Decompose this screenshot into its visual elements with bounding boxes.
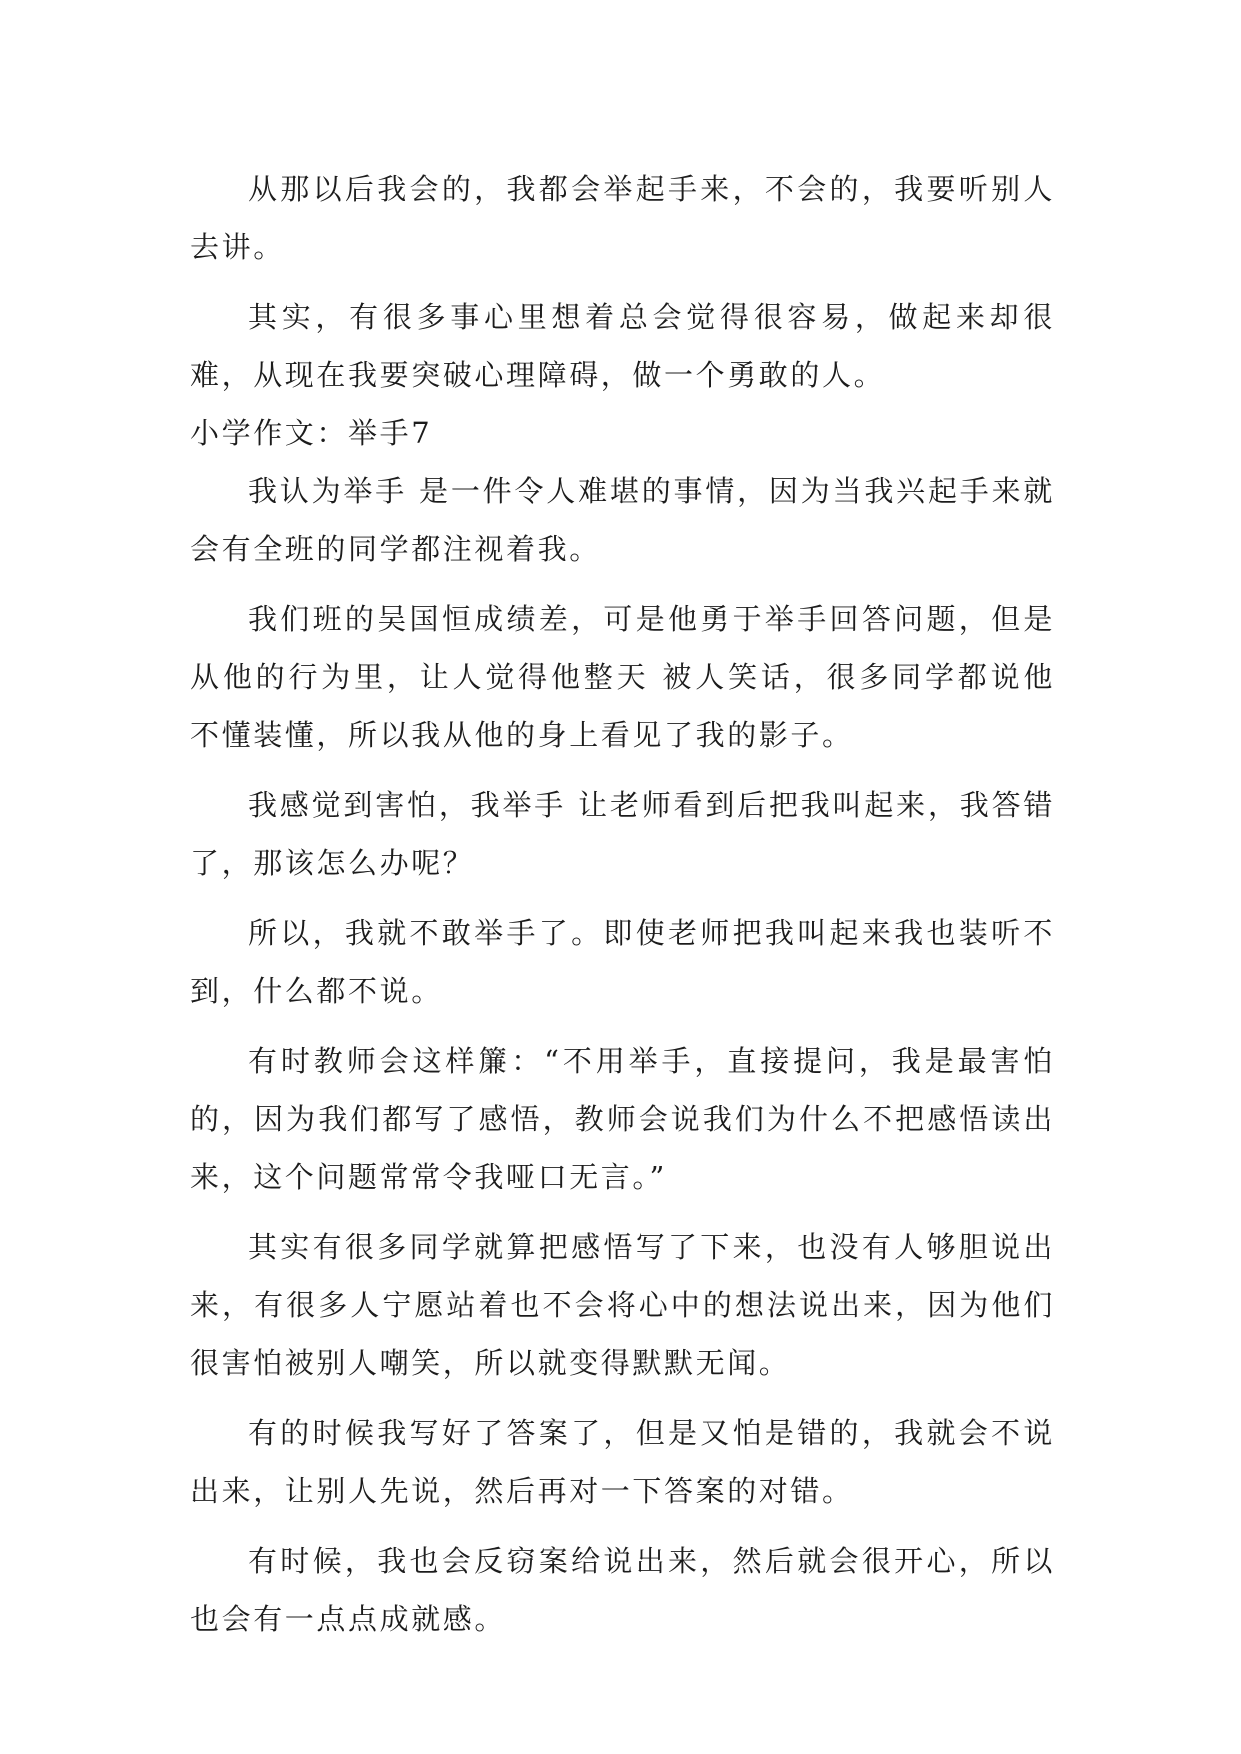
paragraph: 所以，我就不敢举手了。即使老师把我叫起来我也装听不到，什么都不说。 [190,916,1055,1008]
paragraph: 有时教师会这样簾：“不用举手，直接提问，我是最害怕的，因为我们都写了感悟，教师会说我们为什么不把感悟读出来，这个问题常常令我哑口无言。” [190,1044,1055,1194]
paragraph: 有的时候我写好了答案了，但是又怕是错的，我就会不说出来，让别人先说，然后再对一下答案的对错。 [190,1416,1055,1508]
paragraph: 其实有很多同学就算把感悟写了下来，也没有人够胆说出来，有很多人宁愿站着也不会将心中的想法说出来，因为他们很害怕被别人嘲笑，所以就变得默默无闻。 [190,1230,1055,1380]
paragraph: 我感觉到害怕，我举手 让老师看到后把我叫起来，我答错了，那该怎么办呢？ [190,788,1055,880]
paragraph: 我们班的吴国恒成绩差，可是他勇于举手回答问题，但是从他的行为里，让人觉得他整天 被人笑话，很多同学都说他不懂装懂，所以我从他的身上看见了我的影子。 [190,602,1055,752]
section-title: 小学作文：举手7 [190,416,433,450]
document-page [190,160,1055,1648]
paragraph: 有时候，我也会反窃案给说出来，然后就会很开心，所以也会有一点点成就感。 [190,1544,1055,1636]
paragraph: 我认为举手 是一件令人难堪的事情，因为当我兴起手来就会有全班的同学都注视着我。 [190,474,1055,566]
paragraph: 从那以后我会的，我都会举起手来，不会的，我要听别人去讲。 [190,172,1055,264]
paragraph: 其实，有很多事心里想着总会觉得很容易，做起来却很难，从现在我要突破心理障碍，做一个勇敢的人。 [190,300,1055,392]
